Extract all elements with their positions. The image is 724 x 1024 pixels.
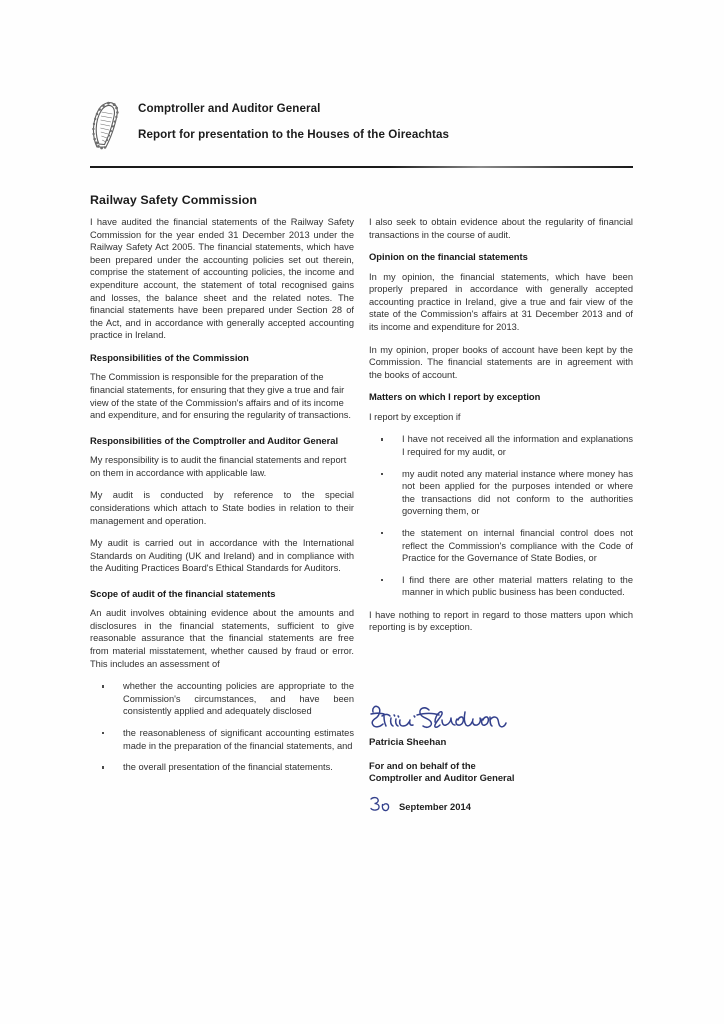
list-item: my audit noted any material instance where money has not been applied for the purposes intended or where the transactions did not conform to the authorities governing them, or (369, 468, 633, 518)
paragraph-opinion-books-of-account: In my opinion, proper books of account have been kept by the Commission. The financial statements are in agreement with the books of account. (369, 344, 633, 380)
signature-block (369, 702, 633, 812)
handwritten-signature (369, 702, 524, 734)
paragraph-cag-special-considerations: My audit is conducted by reference to the special considerations which attach to State bodies in relation to their management and operation. (90, 490, 354, 526)
list-item: whether the accounting policies are appropriate to the Commission's circumstances, and have been consistently applied and adequately disclosed (90, 680, 354, 718)
signature-date: September 2014 (399, 800, 471, 812)
signatory-name: Patricia Sheehan (369, 737, 447, 748)
on-behalf-of-text (369, 760, 633, 785)
scope-bullet-list (90, 680, 354, 774)
paragraph-report-by-exception-intro: I report by exception if (369, 411, 461, 422)
heading-scope-of-audit: Scope of audit of the financial statements (90, 587, 276, 599)
heading-matters-by-exception: Matters on which I report by exception (369, 391, 541, 403)
paragraph-nothing-to-report: I have nothing to report in regard to those matters upon which reporting is by exception. (369, 609, 633, 633)
irish-harp-emblem (90, 99, 124, 151)
paragraph-audit-intro: I have audited the financial statements of the Railway Safety Commission for the year ended 31 December 2013 under the Railway Safety Act 2005. The financial statements, which have been prepared under the accounting policies set out therein, comprise the statement of accounting policies, the income and expenditure account, the statement of total recognised gains and losses, the balance sheet and the related notes. The financial statements have been prepared under Section 28 of the Act, and in accordance with generally accepted accounting practice in Ireland. (90, 217, 354, 341)
list-item: I find there are other material matters relating to the manner in which public business has been conducted. (369, 574, 633, 599)
left-column (90, 216, 354, 784)
paragraph-cag-responsibility: My responsibility is to audit the financial statements and report on them in accordance with applicable law. (90, 455, 347, 478)
handwritten-day-number (369, 796, 393, 812)
on-behalf-line-2: Comptroller and Auditor General (369, 772, 515, 784)
paragraph-cag-standards: My audit is carried out in accordance with the International Standards on Auditing (UK and Ireland) and in compliance with the Auditing Practices Board's Ethical Standards for Auditors. (90, 538, 354, 574)
signature-date-row (369, 794, 633, 812)
list-item: the reasonableness of significant accounting estimates made in the preparation of the financial statements, and (90, 727, 354, 752)
page-title: Railway Safety Commission (90, 193, 258, 207)
masthead-text (138, 98, 449, 143)
right-column (369, 216, 633, 644)
exception-bullet-list (369, 433, 633, 599)
heading-responsibilities-commission: Responsibilities of the Commission (90, 351, 249, 363)
heading-opinion: Opinion on the financial statements (369, 251, 528, 263)
masthead (90, 98, 635, 151)
paragraph-responsibilities-commission: The Commission is responsible for the preparation of the financial statements, for ensuring that they give a true and fair view of the state of the Commission's affairs and of its income and expenditure, and for ensuring the regularity of transactions. (90, 372, 351, 421)
masthead-org-name: Comptroller and Auditor General (138, 102, 321, 115)
list-item: I have not received all the information and explanations I required for my audit, or (369, 433, 633, 458)
on-behalf-line-1: For and on behalf of the (369, 760, 476, 771)
list-item: the statement on internal financial control does not reflect the Commission's compliance with the Code of Practice for the Governance of State Bodies, or (369, 527, 633, 565)
masthead-subtitle: Report for presentation to the Houses of the Oireachtas (138, 128, 450, 142)
paragraph-regularity-evidence: I also seek to obtain evidence about the regularity of financial transactions in the course of audit. (369, 217, 633, 240)
paragraph-opinion-true-and-fair: In my opinion, the financial statements, which have been properly prepared in accordance with generally accepted accounting practice in Ireland, give a true and fair view of the state of the Commission's affairs at 31 December 2013 and of its income and expenditure for 2013. (369, 271, 633, 332)
header-divider (90, 166, 633, 168)
list-item: the overall presentation of the financial statements. (90, 761, 354, 774)
heading-responsibilities-cag: Responsibilities of the Comptroller and Auditor General (90, 434, 339, 446)
paragraph-scope-of-audit: An audit involves obtaining evidence about the amounts and disclosures in the financial statements, sufficient to give reasonable assurance that the financial statements are free from material misstatement, whether caused by fraud or error. This includes an assessment of (90, 608, 354, 669)
